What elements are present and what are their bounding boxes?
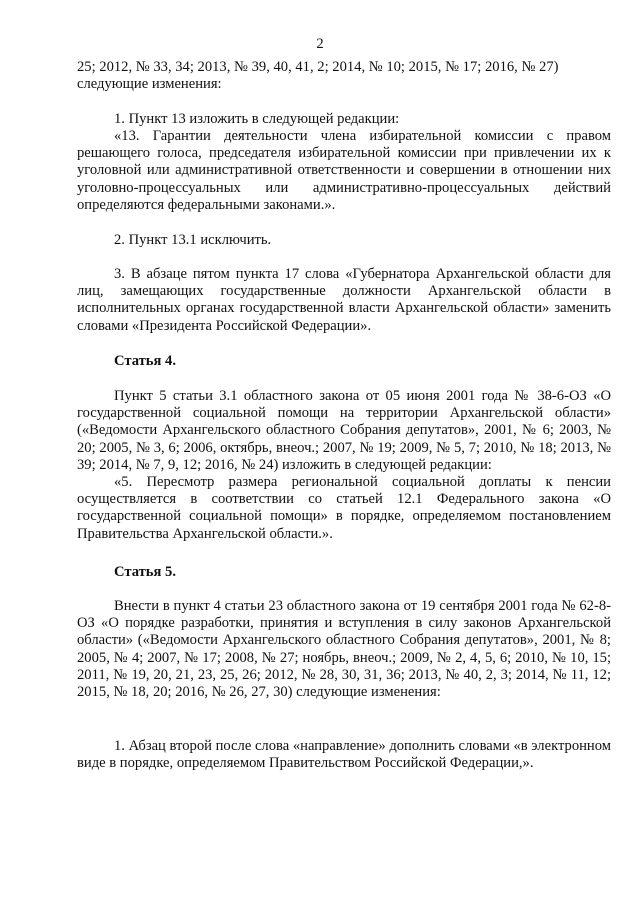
article-5-text: Внести в пункт 4 статьи 23 областного закона от 19 сентября 2001 года № 62-8-ОЗ «О порядке разработки, принятия и вступления в силу законов Архангельской области» («Ведомости Архангельского областного Собрания депутатов», 2001, № 8; 2005, № 4; 2007, № 17; 2008, № 27; ноябрь, внеоч.; 2009, № 2, 4, 5, 6; 2010, № 10, 15; 2011, № 19, 20, 21, 23, 25, 26; 2012, № 28, 30, 31, 36; 2013, № 40, 2, 3; 2014, № 11, 12; 2015, № 18, 20; 2016, № 26, 27, 30) следующие изменения: (77, 598, 611, 701)
intro-line-2: следующие изменения: (77, 76, 222, 92)
article-5-heading: Статья 5. (114, 564, 176, 580)
item-1-quote: «13. Гарантии деятельности члена избирательной комиссии с правом решающего голоса, председателя избирательной комиссии при привлечении их к уголовной или административной ответственности и совершении в отношении них уголовно-процессуальных или административно-процессуальных действий определяются федеральными законами.». (77, 128, 611, 213)
article-4-text: Пункт 5 статьи 3.1 областного закона от 05 июня 2001 года № 38-6-ОЗ «О государственной социальной помощи на территории Архангельской области» («Ведомости Архангельского областного Собрания депутатов», 2001, № 6; 2003, № 20; 2005, № 3, 6; 2006, октябрь, внеоч.; 2007, № 19; 2009, № 5, 7; 2010, № 18; 2013, № 39; 2014, № 7, 9, 12; 2016, № 24) изложить в следующей редакции: (77, 388, 611, 473)
article-4-quote: «5. Пересмотр размера региональной социальной доплаты к пенсии осуществляется в соответствии со статьей 12.1 Федерального закона «О государственной социальной помощи» в порядке, определяемом постановлением Правительства Архангельской области.». (77, 474, 611, 542)
page-number: 2 (316, 36, 324, 52)
intro-line-1: 25; 2012, № 33, 34; 2013, № 39, 40, 41, 2; 2014, № 10; 2015, № 17; 2016, № 27) (77, 59, 559, 75)
item-1-heading: 1. Пункт 13 изложить в следующей редакции: (114, 111, 400, 127)
article-5-item-1: 1. Абзац второй после слова «направление» дополнить словами «в электронном виде в порядке, определяемом Правительством Российской Федерации,». (77, 738, 611, 772)
item-2: 2. Пункт 13.1 исключить. (114, 232, 272, 248)
item-3: 3. В абзаце пятом пункта 17 слова «Губернатора Архангельской области для лиц, замещающих государственные должности Архангельской области в исполнительных органах государственной власти Архангельской области» заменить словами «Президента Российской Федерации». (77, 266, 611, 334)
article-4-heading: Статья 4. (114, 353, 176, 369)
